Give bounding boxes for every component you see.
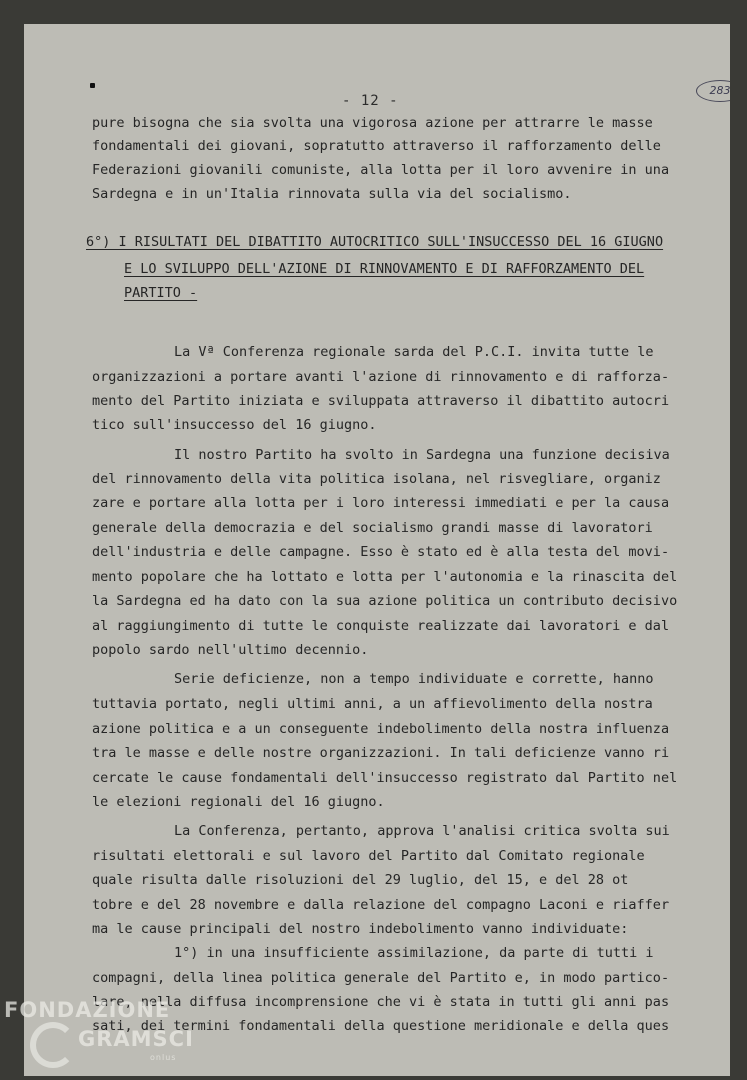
section-heading-line: E LO SVILUPPO DELL'AZIONE DI RINNOVAMENTO E DI RAFFORZAMENTO DEL [124,261,645,277]
document-page [24,24,730,1076]
text-line: La Conferenza, pertanto, approva l'analisi critica svolta sui [174,823,670,839]
text-line: pure bisogna che sia svolta una vigorosa azione per attrarre le masse [92,115,653,131]
fondazione-gramsci-watermark [0,998,200,1080]
text-line: al raggiungimento di tutte le conquiste realizzate dai lavoratori e dal [92,618,670,634]
text-line: azione politica e a un conseguente indebolimento della nostra influenza [92,721,670,737]
text-line: cercate le cause fondamentali dell'insuccesso registrato dal Partito nel [92,770,678,786]
text-line: Sardegna e in un'Italia rinnovata sulla via del socialismo. [92,186,572,202]
text-line: tra le masse e delle nostre organizzazioni. In tali deficienze vanno ri [92,745,670,761]
text-line: popolo sardo nell'ultimo decennio. [92,642,369,658]
watermark-tag: onlus [150,1053,177,1062]
text-line: sati, dei termini fondamentali della questione meridionale e della ques [92,1018,670,1034]
text-line: La Vª Conferenza regionale sarda del P.C.I. invita tutte le [174,344,654,360]
text-line: compagni, della linea politica generale del Partito e, in modo partico- [92,970,670,986]
text-line: 1°) in una insufficiente assimilazione, da parte di tutti i [174,945,654,961]
text-line: tuttavia portato, negli ultimi anni, a un affievolimento della nostra [92,696,653,712]
text-line: lare, nella diffusa incomprensione che vi è stata in tutti gli anni pas [92,994,670,1010]
text-line: ma le cause principali del nostro indebolimento vanno individuate: [92,921,629,937]
gramsci-logo-icon [30,1022,76,1068]
section-heading-line: 6°) I RISULTATI DEL DIBATTITO AUTOCRITICO SULL'INSUCCESSO DEL 16 GIUGNO [86,234,664,250]
text-line: organizzazioni a portare avanti l'azione di rinnovamento e di rafforza- [92,369,670,385]
text-line: mento popolare che ha lottato e lotta per l'autonomia e la rinascita del [92,569,678,585]
text-line: le elezioni regionali del 16 giugno. [92,794,385,810]
watermark-line2: GRAMSCI [78,1027,194,1051]
text-line: Serie deficienze, non a tempo individuate e corrette, hanno [174,671,654,687]
ink-mark [90,83,95,88]
text-line: mento del Partito iniziata e sviluppata attraverso il dibattito autocri [92,393,670,409]
text-line: tico sull'insuccesso del 16 giugno. [92,417,377,433]
text-line: la Sardegna ed ha dato con la sua azione politica un contributo decisivo [92,593,678,609]
text-line: dell'industria e delle campagne. Esso è stato ed è alla testa del movi- [92,544,670,560]
text-line: risultati elettorali e sul lavoro del Partito dal Comitato regionale [92,848,645,864]
text-line: Federazioni giovanili comuniste, alla lotta per il loro avvenire in una [92,162,670,178]
text-line: zare e portare alla lotta per i loro interessi immediati e per la causa [92,495,670,511]
page-number: - 12 - [342,93,399,109]
text-line: tobre e del 28 novembre e dalla relazione del compagno Laconi e riaffer [92,897,670,913]
text-line: generale della democrazia e del socialismo grandi masse di lavoratori [92,520,653,536]
text-line: fondamentali dei giovani, sopratutto attraverso il rafforzamento delle [92,138,661,154]
text-line: quale risulta dalle risoluzioni del 29 luglio, del 15, e del 28 ot [92,872,629,888]
archive-number-stamp: 283 [696,80,730,102]
watermark-line1: FONDAZIONE [4,998,171,1022]
text-line: Il nostro Partito ha svolto in Sardegna una funzione decisiva [174,447,670,463]
section-heading-line: PARTITO - [124,285,198,301]
text-line: del rinnovamento della vita politica isolana, nel risvegliare, organiz [92,471,661,487]
